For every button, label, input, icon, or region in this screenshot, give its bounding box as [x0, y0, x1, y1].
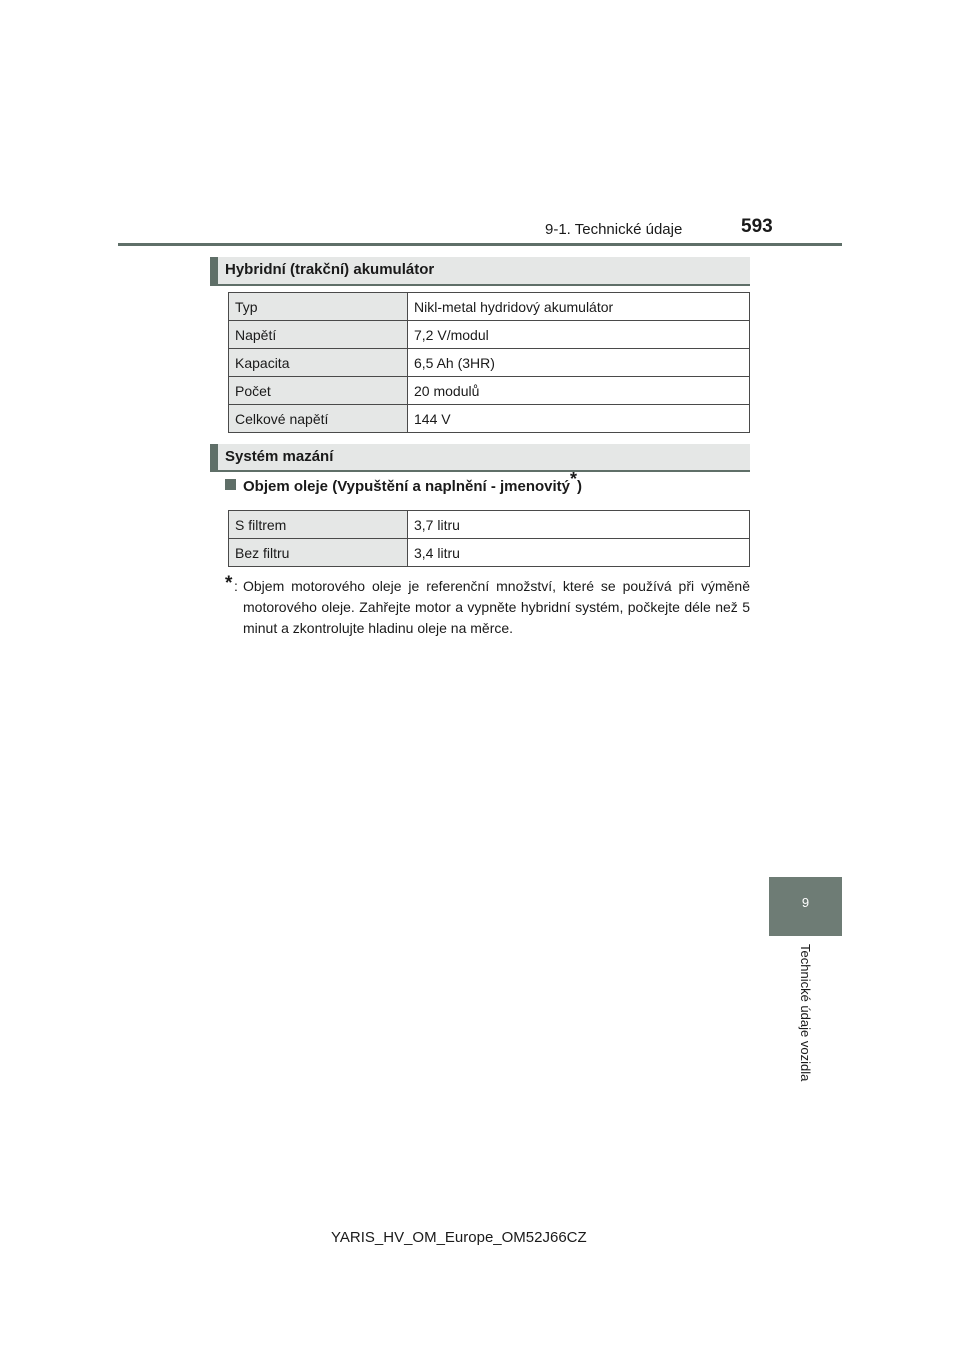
section-underline — [210, 284, 750, 286]
table-value-cell: 6,5 Ah (3HR) — [408, 349, 750, 377]
table-value-cell: 20 modulů — [408, 377, 750, 405]
section-heading-lubrication-text: Systém mazání — [225, 448, 334, 465]
table-value-cell: 7,2 V/modul — [408, 321, 750, 349]
page-number: 593 — [741, 216, 773, 237]
table-row — [229, 293, 750, 321]
footnote-colon: : — [234, 578, 238, 594]
subsection-heading-end: ) — [577, 478, 583, 495]
table-label-cell: Kapacita — [229, 349, 408, 377]
table-row — [229, 321, 750, 349]
table-value-cell: Nikl-metal hydridový akumulátor — [408, 293, 750, 321]
chapter-tab — [769, 877, 842, 936]
footnote — [225, 573, 750, 639]
square-bullet-icon — [225, 479, 236, 490]
footnote-text: Objem motorového oleje je referenční množství, které se používá při výměně motorového oleje. Zahřejte motor a vypněte hybridní systém, počkejte déle než 5 minut a zkontrolujte hladinu oleje na měrce. — [243, 578, 750, 636]
table-row — [229, 377, 750, 405]
section-underline — [210, 470, 750, 472]
subsection-heading-text: Objem oleje (Vypuštění a naplnění - jmenovitý — [243, 478, 571, 495]
subsection-heading-oil-capacity — [225, 469, 583, 495]
oil-capacity-table — [228, 510, 750, 567]
table-value-cell: 3,7 litru — [408, 511, 750, 539]
section-heading-battery-text: Hybridní (trakční) akumulátor — [225, 261, 435, 278]
chapter-number: 9 — [801, 895, 810, 910]
chapter-label: Technické údaje vozidla — [798, 944, 813, 1082]
table-row — [229, 405, 750, 433]
table-label-cell: S filtrem — [229, 511, 408, 539]
table-value-cell: 3,4 litru — [408, 539, 750, 567]
table-label-cell: Typ — [229, 293, 408, 321]
table-row — [229, 349, 750, 377]
footnote-mark: * — [225, 573, 233, 594]
table-row — [229, 511, 750, 539]
section-heading-battery — [210, 257, 750, 285]
table-value-cell: 144 V — [408, 405, 750, 433]
section-heading-lubrication — [210, 444, 750, 472]
table-label-cell: Počet — [229, 377, 408, 405]
footnote-reference-mark: * — [570, 469, 578, 489]
table-row — [229, 539, 750, 567]
footer-document-code: YARIS_HV_OM_Europe_OM52J66CZ — [331, 1229, 587, 1246]
header-rule — [118, 243, 842, 246]
header-section-title: 9-1. Technické údaje — [545, 221, 683, 238]
table-label-cell: Napětí — [229, 321, 408, 349]
table-label-cell: Bez filtru — [229, 539, 408, 567]
table-label-cell: Celkové napětí — [229, 405, 408, 433]
battery-spec-table — [228, 292, 750, 433]
